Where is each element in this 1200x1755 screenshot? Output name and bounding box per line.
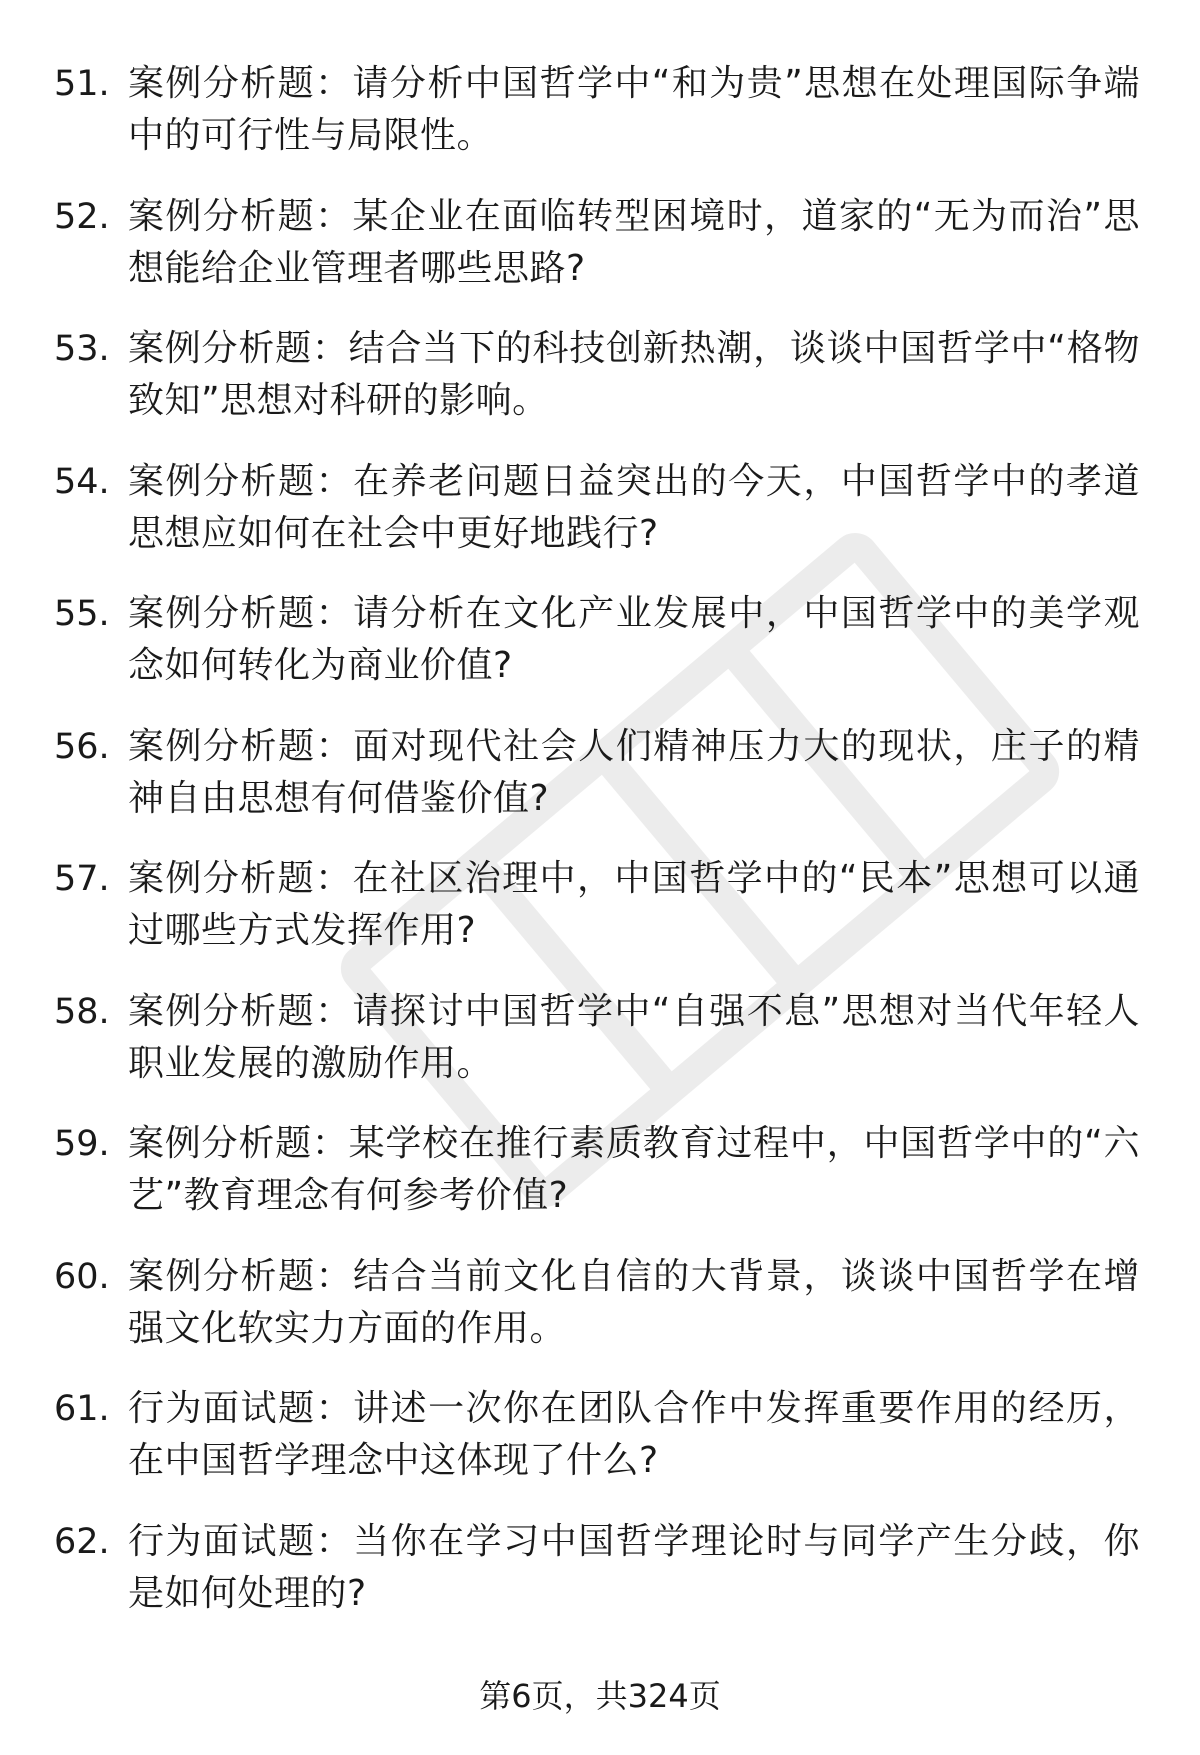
page-number-label: 第6页，共324页	[479, 1677, 721, 1715]
question-text: 行为面试题：讲述一次你在团队合作中发挥重要作用的经历，在中国哲学理念中这体现了什么?	[128, 1388, 1140, 1481]
question-text: 案例分析题：某企业在面临转型困境时，道家的“无为而治”思想能给企业管理者哪些思路?	[128, 195, 1140, 289]
question-text: 案例分析题：请探讨中国哲学中“自强不息”思想对当代年轻人职业发展的激励作用。	[128, 990, 1140, 1084]
question-number: 59.	[54, 1124, 110, 1164]
question-text: 案例分析题：请分析中国哲学中“和为贵”思想在处理国际争端中的可行性与局限性。	[128, 63, 1140, 156]
question-item	[0, 1516, 1200, 1649]
question-text: 案例分析题：结合当前文化自信的大背景，谈谈中国哲学在增强文化软实力方面的作用。	[128, 1255, 1140, 1349]
question-item	[0, 456, 1200, 589]
question-number: 57.	[54, 859, 110, 899]
question-text: 案例分析题：面对现代社会人们精神压力大的现状，庄子的精神自由思想有何借鉴价值?	[128, 725, 1140, 819]
question-number: 52.	[54, 196, 110, 237]
question-text: 案例分析题：在养老问题日益突出的今天，中国哲学中的孝道思想应如何在社会中更好地践行?	[128, 460, 1140, 554]
question-text: 案例分析题：结合当下的科技创新热潮，谈谈中国哲学中“格物致知”思想对科研的影响。	[128, 328, 1140, 421]
question-number: 62.	[54, 1521, 110, 1562]
question-number: 61.	[54, 1389, 110, 1429]
question-list	[0, 58, 1200, 1648]
question-number: 53.	[54, 329, 110, 369]
question-item	[0, 1383, 1200, 1516]
question-number: 60.	[54, 1256, 110, 1297]
question-item	[0, 323, 1200, 456]
question-text: 行为面试题：当你在学习中国哲学理论时与同学产生分歧，你是如何处理的?	[128, 1520, 1140, 1614]
question-number: 55.	[54, 594, 110, 634]
question-item	[0, 588, 1200, 721]
question-item	[0, 853, 1200, 986]
question-text: 案例分析题：在社区治理中，中国哲学中的“民本”思想可以通过哪些方式发挥作用?	[128, 858, 1140, 951]
question-item	[0, 1251, 1200, 1384]
question-number: 58.	[54, 991, 110, 1032]
page-footer	[0, 1674, 1200, 1718]
question-number: 51.	[54, 64, 110, 104]
question-item	[0, 721, 1200, 854]
question-item	[0, 58, 1200, 191]
question-text: 案例分析题：请分析在文化产业发展中，中国哲学中的美学观念如何转化为商业价值?	[128, 593, 1140, 686]
question-number: 54.	[54, 461, 110, 502]
question-item	[0, 191, 1200, 324]
question-text: 案例分析题：某学校在推行素质教育过程中，中国哲学中的“六艺”教育理念有何参考价值?	[128, 1123, 1140, 1216]
question-item	[0, 1118, 1200, 1251]
question-number: 56.	[54, 726, 110, 767]
question-item	[0, 986, 1200, 1119]
